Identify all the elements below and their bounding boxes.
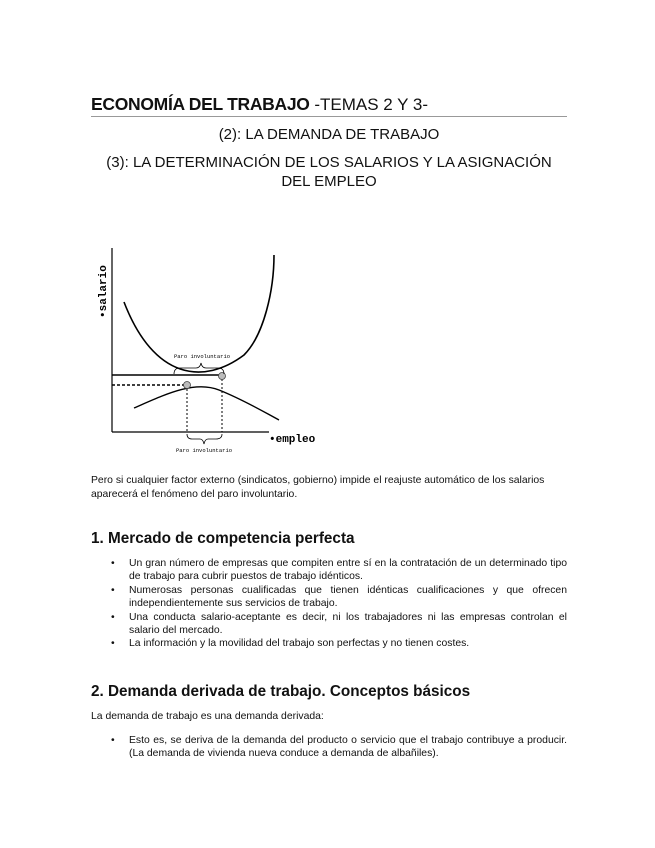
section-2-list — [91, 734, 567, 761]
section-1-list — [91, 557, 567, 651]
bottom-brace — [187, 434, 222, 444]
subtitle-theme-3: (3): LA DETERMINACIÓN DE LOS SALARIOS Y LA ASIGNACIÓN DEL EMPLEO — [106, 154, 552, 190]
bottom-annotation: Paro involuntario — [175, 447, 233, 454]
section-heading-1: 1. Mercado de competencia perfecta — [91, 530, 355, 547]
demand-curve — [134, 387, 279, 420]
point-supply-at-floor — [219, 373, 226, 380]
list-item: • Una conducta salario-aceptante es decir, ni los trabajadores ni las empresas controlan el salario del mercado. — [111, 611, 567, 637]
paragraph-unemployment: Pero si cualquier factor externo (sindicatos, gobierno) impide el reajuste automático de los salarios aparecerá el fenómeno del paro involuntario. — [91, 475, 545, 500]
y-axis-label: •salario — [98, 265, 110, 318]
list-item: • Esto es, se deriva de la demanda del producto o servicio que el trabajo contribuye a producir. (La demanda de vivienda nueva conduce a demanda de albañiles). — [111, 735, 567, 760]
labor-market-diagram — [84, 240, 324, 460]
top-annotation: Paro involuntario — [173, 353, 231, 360]
document-title — [91, 94, 567, 117]
x-axis-label: •empleo — [269, 434, 316, 446]
list-item: • La información y la movilidad del trabajo son perfectas y no tienen costes. — [111, 638, 470, 650]
title-topics: -TEMAS 2 Y 3- — [309, 95, 429, 114]
list-item: • Numerosas personas cualificadas que tienen idénticas cualificaciones y que ofrecen independientemente sus servicios de trabajo. — [111, 584, 567, 610]
list-item: • Un gran número de empresas que compiten entre sí en la contratación de un determinado tipo de trabajo para cubrir puestos de trabajo idénticos. — [111, 558, 567, 583]
section-heading-2: 2. Demanda derivada de trabajo. Conceptos básicos — [91, 683, 471, 700]
point-demand-at-floor — [184, 382, 191, 389]
section-2-intro: La demanda de trabajo es una demanda derivada: — [91, 711, 324, 722]
subtitle-theme-2: (2): LA DEMANDA DE TRABAJO — [218, 126, 440, 143]
title-main: ECONOMÍA DEL TRABAJO — [91, 94, 310, 114]
